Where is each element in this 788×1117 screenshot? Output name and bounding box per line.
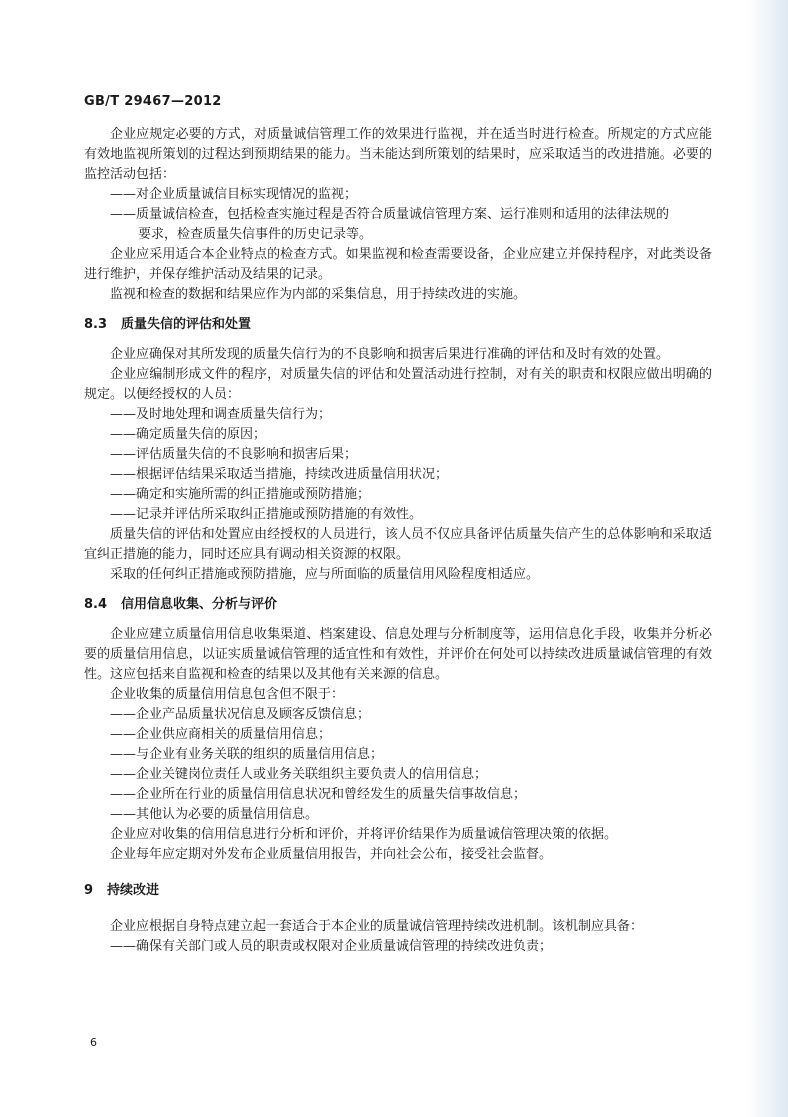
list-item: ——记录并评估所采取纠正措施或预防措施的有效性。	[110, 507, 423, 522]
paragraph: 企业应确保对其所发现的质量失信行为的不良影响和损害后果进行准确的评估和及时有效的处置。	[110, 347, 670, 362]
list-item: ——企业所在行业的质量信用信息状况和曾经发生的质量失信事故信息；	[110, 787, 527, 802]
paragraph: 企业应根据自身特点建立起一套适合于本企业的质量诚信管理持续改进机制。该机制应具备：	[110, 919, 644, 934]
document-body	[84, 125, 712, 957]
paragraph: 企业应建立质量信用信息收集渠道、档案建设、信息处理与分析制度等，运用信息化手段，收集并分析必要的质量信用信息，以证实质量诚信管理的适宜性和有效性，并评价在何处可以持续改进质量诚信管理的有效性。这应包括来自监视和检查的结果以及其他有关来源的信息。	[84, 627, 712, 682]
list-item: ——其他认为必要的质量信用信息。	[110, 807, 319, 822]
list-item: ——根据评估结果采取适当措施，持续改进质量信用状况；	[110, 467, 449, 482]
list-item: ——企业关键岗位责任人或业务关联组织主要负责人的信用信息；	[110, 767, 488, 782]
paragraph: 企业应对收集的信用信息进行分析和评价，并将评价结果作为质量诚信管理决策的依据。	[110, 827, 618, 842]
paragraph: 企业应编制形成文件的程序，对质量失信的评估和处置活动进行控制，对有关的职责和权限应做出明确的规定。以便经授权的人员：	[84, 367, 712, 402]
paragraph: 采取的任何纠正措施或预防措施，应与所面临的质量信用风险程度相适应。	[110, 567, 540, 582]
paragraph: 监视和检查的数据和结果应作为内部的采集信息，用于持续改进的实施。	[110, 287, 527, 302]
section-number: 9	[84, 883, 94, 898]
list-item: ——企业供应商相关的质量信用信息；	[110, 727, 332, 742]
section-heading-8-3	[84, 315, 712, 335]
list-item: ——及时地处理和调查质量失信行为；	[110, 407, 332, 422]
list-item: ——确定和实施所需的纠正措施或预防措施；	[110, 487, 371, 502]
paragraph: 企业应采用适合本企业特点的检查方式。如果监视和检查需要设备，企业应建立并保持程序，对此类设备进行维护，并保存维护活动及结果的记录。	[84, 247, 712, 282]
standard-number: GB/T 29467—2012	[84, 94, 222, 109]
section-title: 持续改进	[107, 883, 160, 898]
section-number: 8.4	[84, 597, 108, 612]
section-title: 信用信息收集、分析与评价	[121, 597, 278, 612]
list-item-continuation: 要求，检查质量失信事件的历史记录等。	[138, 227, 373, 242]
paragraph: 质量失信的评估和处置应由经授权的人员进行，该人员不仅应具备评估质量失信产生的总体影响和采取适宜纠正措施的能力，同时还应具有调动相关资源的权限。	[84, 527, 712, 562]
paragraph: 企业每年应定期对外发布企业质量信用报告，并向社会公布，接受社会监督。	[110, 847, 553, 862]
page-number: 6	[90, 1036, 97, 1049]
list-item-text: ——质量诚信检查，包括检查实施过程是否符合质量诚信管理方案、运行准则和适用的法律法规的	[110, 207, 670, 222]
section-number: 8.3	[84, 317, 108, 332]
list-item: ——评估质量失信的不良影响和损害后果；	[110, 447, 358, 462]
paragraph: 企业收集的质量信用信息包含但不限于：	[110, 687, 345, 702]
section-title: 质量失信的评估和处置	[121, 317, 252, 332]
list-item: ——确保有关部门或人员的职责或权限对企业质量诚信管理的持续改进负责；	[110, 939, 553, 954]
section-heading-9	[84, 881, 712, 901]
list-item: ——与企业有业务关联的组织的质量信用信息；	[110, 747, 384, 762]
paragraph: 企业应规定必要的方式，对质量诚信管理工作的效果进行监视，并在适当时进行检查。所规定的方式应能有效地监视所策划的过程达到预期结果的能力。当未能达到所策划的结果时，应采取适当的改进措施。必要的监控活动包括：	[84, 127, 712, 182]
page-edge-shadow	[746, 0, 788, 1117]
list-item	[84, 205, 712, 245]
list-item: ——确定质量失信的原因；	[110, 427, 267, 442]
section-heading-8-4	[84, 595, 712, 615]
list-item: ——对企业质量诚信目标实现情况的监视；	[110, 187, 358, 202]
list-item: ——企业产品质量状况信息及顾客反馈信息；	[110, 707, 371, 722]
